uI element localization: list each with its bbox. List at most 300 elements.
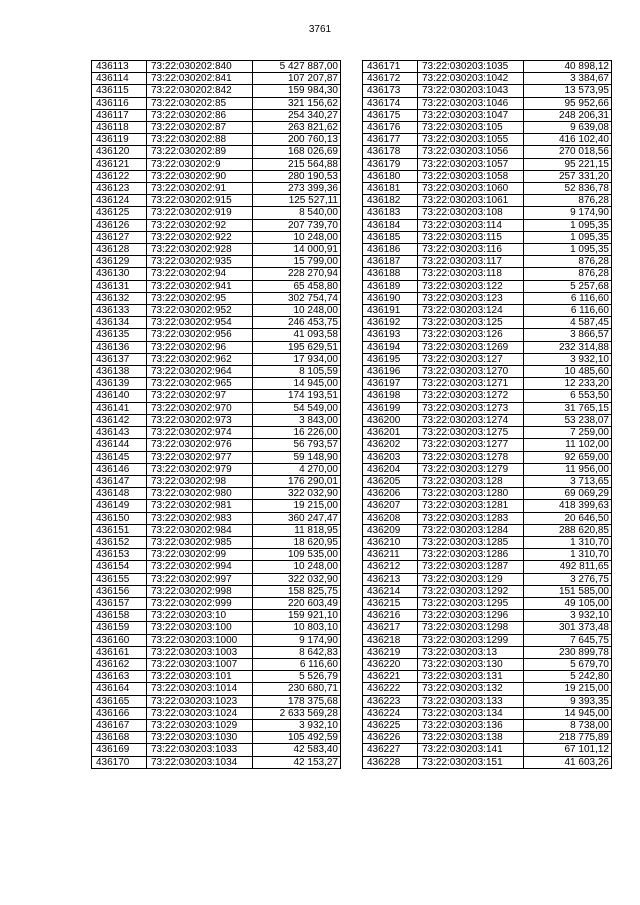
value-cell: 280 190,53 <box>253 170 341 182</box>
value-cell: 125 527,11 <box>253 195 341 207</box>
row-number-cell: 436203 <box>363 451 418 463</box>
table-row <box>92 646 341 658</box>
row-number-cell: 436186 <box>363 244 418 256</box>
table-row <box>363 305 612 317</box>
table-row <box>92 146 341 158</box>
row-number-cell: 436156 <box>92 585 147 597</box>
table-row <box>363 183 612 195</box>
cadastral-number-cell: 73:22:030203:1024 <box>147 707 253 719</box>
value-cell: 40 898,12 <box>524 61 612 73</box>
cadastral-number-cell: 73:22:030203:118 <box>418 268 524 280</box>
row-number-cell: 436181 <box>363 183 418 195</box>
row-number-cell: 436142 <box>92 414 147 426</box>
cadastral-number-cell: 73:22:030202:983 <box>147 512 253 524</box>
cadastral-number-cell: 73:22:030202:979 <box>147 463 253 475</box>
cadastral-number-cell: 73:22:030202:984 <box>147 524 253 536</box>
row-number-cell: 436175 <box>363 109 418 121</box>
cadastral-number-cell: 73:22:030202:956 <box>147 329 253 341</box>
row-number-cell: 436174 <box>363 97 418 109</box>
value-cell: 10 803,10 <box>253 622 341 634</box>
cadastral-number-cell: 73:22:030203:130 <box>418 658 524 670</box>
cadastral-number-cell: 73:22:030203:1292 <box>418 585 524 597</box>
cadastral-number-cell: 73:22:030203:1280 <box>418 488 524 500</box>
value-cell: 5 427 887,00 <box>253 61 341 73</box>
row-number-cell: 436178 <box>363 146 418 158</box>
cadastral-number-cell: 73:22:030203:1007 <box>147 658 253 670</box>
row-number-cell: 436172 <box>363 73 418 85</box>
row-number-cell: 436184 <box>363 219 418 231</box>
row-number-cell: 436171 <box>363 61 418 73</box>
cadastral-number-cell: 73:22:030202:952 <box>147 305 253 317</box>
table-row <box>363 512 612 524</box>
cadastral-number-cell: 73:22:030202:962 <box>147 353 253 365</box>
row-number-cell: 436160 <box>92 634 147 646</box>
cadastral-number-cell: 73:22:030203:151 <box>418 756 524 768</box>
row-number-cell: 436218 <box>363 634 418 646</box>
value-cell: 9 393,35 <box>524 695 612 707</box>
cadastral-number-cell: 73:22:030202:935 <box>147 256 253 268</box>
cadastral-number-cell: 73:22:030202:99 <box>147 549 253 561</box>
cadastral-number-cell: 73:22:030202:965 <box>147 378 253 390</box>
row-number-cell: 436200 <box>363 414 418 426</box>
value-cell: 6 116,60 <box>524 292 612 304</box>
table-row <box>92 414 341 426</box>
row-number-cell: 436161 <box>92 646 147 658</box>
table-row <box>92 658 341 670</box>
value-cell: 95 221,15 <box>524 158 612 170</box>
row-number-cell: 436216 <box>363 610 418 622</box>
table-row <box>92 341 341 353</box>
value-cell: 230 680,71 <box>253 683 341 695</box>
value-cell: 13 573,95 <box>524 85 612 97</box>
value-cell: 9 174,90 <box>524 207 612 219</box>
cadastral-number-cell: 73:22:030203:1055 <box>418 134 524 146</box>
cadastral-number-cell: 73:22:030203:129 <box>418 573 524 585</box>
table-row <box>363 146 612 158</box>
table-row <box>363 292 612 304</box>
row-number-cell: 436173 <box>363 85 418 97</box>
table-row <box>363 390 612 402</box>
cadastral-number-cell: 73:22:030203:1060 <box>418 183 524 195</box>
cadastral-number-cell: 73:22:030203:133 <box>418 695 524 707</box>
cadastral-number-cell: 73:22:030203:1034 <box>147 756 253 768</box>
row-number-cell: 436135 <box>92 329 147 341</box>
value-cell: 10 485,60 <box>524 366 612 378</box>
value-cell: 49 105,00 <box>524 597 612 609</box>
table-row <box>92 244 341 256</box>
cadastral-number-cell: 73:22:030203:1279 <box>418 463 524 475</box>
value-cell: 230 899,78 <box>524 646 612 658</box>
value-cell: 254 340,27 <box>253 109 341 121</box>
cadastral-number-cell: 73:22:030203:1273 <box>418 402 524 414</box>
value-cell: 322 032,90 <box>253 488 341 500</box>
table-row <box>363 207 612 219</box>
value-cell: 4 587,45 <box>524 317 612 329</box>
row-number-cell: 436185 <box>363 231 418 243</box>
value-cell: 107 207,87 <box>253 73 341 85</box>
value-cell: 1 310,70 <box>524 549 612 561</box>
value-cell: 11 102,00 <box>524 439 612 451</box>
value-cell: 159 921,10 <box>253 610 341 622</box>
table-row <box>363 170 612 182</box>
row-number-cell: 436215 <box>363 597 418 609</box>
value-cell: 95 952,66 <box>524 97 612 109</box>
cadastral-number-cell: 73:22:030202:87 <box>147 122 253 134</box>
row-number-cell: 436159 <box>92 622 147 634</box>
row-number-cell: 436163 <box>92 671 147 683</box>
row-number-cell: 436147 <box>92 475 147 487</box>
table-row <box>363 549 612 561</box>
value-cell: 19 215,00 <box>253 500 341 512</box>
cadastral-number-cell: 73:22:030202:976 <box>147 439 253 451</box>
table-row <box>92 292 341 304</box>
table-row <box>92 317 341 329</box>
table-row <box>363 463 612 475</box>
row-number-cell: 436189 <box>363 280 418 292</box>
row-number-cell: 436191 <box>363 305 418 317</box>
value-cell: 9 639,08 <box>524 122 612 134</box>
row-number-cell: 436213 <box>363 573 418 585</box>
cadastral-number-cell: 73:22:030202:919 <box>147 207 253 219</box>
cadastral-number-cell: 73:22:030203:1281 <box>418 500 524 512</box>
table-row <box>92 719 341 731</box>
row-number-cell: 436190 <box>363 292 418 304</box>
cadastral-number-cell: 73:22:030202:90 <box>147 170 253 182</box>
cadastral-number-cell: 73:22:030203:124 <box>418 305 524 317</box>
row-number-cell: 436155 <box>92 573 147 585</box>
cadastral-number-cell: 73:22:030203:126 <box>418 329 524 341</box>
value-cell: 3 384,67 <box>524 73 612 85</box>
table-row <box>363 427 612 439</box>
table-row <box>92 610 341 622</box>
cadastral-number-cell: 73:22:030203:116 <box>418 244 524 256</box>
row-number-cell: 436196 <box>363 366 418 378</box>
row-number-cell: 436134 <box>92 317 147 329</box>
row-number-cell: 436123 <box>92 183 147 195</box>
table-row <box>92 85 341 97</box>
row-number-cell: 436140 <box>92 390 147 402</box>
cadastral-number-cell: 73:22:030202:977 <box>147 451 253 463</box>
cadastral-number-cell: 73:22:030203:1274 <box>418 414 524 426</box>
row-number-cell: 436177 <box>363 134 418 146</box>
table-row <box>92 158 341 170</box>
table-row <box>363 353 612 365</box>
table-row <box>92 585 341 597</box>
table-row <box>363 341 612 353</box>
row-number-cell: 436182 <box>363 195 418 207</box>
row-number-cell: 436113 <box>92 61 147 73</box>
value-cell: 105 492,59 <box>253 732 341 744</box>
cadastral-number-cell: 73:22:030203:117 <box>418 256 524 268</box>
value-cell: 10 248,00 <box>253 231 341 243</box>
value-cell: 1 095,35 <box>524 244 612 256</box>
cadastral-number-cell: 73:22:030203:1014 <box>147 683 253 695</box>
row-number-cell: 436210 <box>363 536 418 548</box>
row-number-cell: 436166 <box>92 707 147 719</box>
cadastral-number-cell: 73:22:030202:970 <box>147 402 253 414</box>
row-number-cell: 436136 <box>92 341 147 353</box>
cadastral-number-cell: 73:22:030203:122 <box>418 280 524 292</box>
cadastral-number-cell: 73:22:030202:964 <box>147 366 253 378</box>
row-number-cell: 436188 <box>363 268 418 280</box>
value-cell: 168 026,69 <box>253 146 341 158</box>
table-row <box>92 195 341 207</box>
row-number-cell: 436209 <box>363 524 418 536</box>
value-cell: 8 105,59 <box>253 366 341 378</box>
table-row <box>363 73 612 85</box>
value-cell: 218 775,89 <box>524 732 612 744</box>
cadastral-number-cell: 73:22:030203:1033 <box>147 744 253 756</box>
cadastral-number-cell: 73:22:030203:132 <box>418 683 524 695</box>
value-cell: 56 793,57 <box>253 439 341 451</box>
value-cell: 8 540,00 <box>253 207 341 219</box>
cadastral-number-cell: 73:22:030203:1295 <box>418 597 524 609</box>
value-cell: 215 564,88 <box>253 158 341 170</box>
row-number-cell: 436153 <box>92 549 147 561</box>
table-row <box>363 451 612 463</box>
row-number-cell: 436132 <box>92 292 147 304</box>
cadastral-number-cell: 73:22:030203:1003 <box>147 646 253 658</box>
row-number-cell: 436121 <box>92 158 147 170</box>
table-row <box>92 524 341 536</box>
cadastral-number-cell: 73:22:030203:1042 <box>418 73 524 85</box>
table-row <box>363 622 612 634</box>
value-cell: 12 233,20 <box>524 378 612 390</box>
value-cell: 158 825,75 <box>253 585 341 597</box>
cadastral-number-cell: 73:22:030202:973 <box>147 414 253 426</box>
table-row <box>92 463 341 475</box>
table-row <box>363 280 612 292</box>
cadastral-number-cell: 73:22:030203:141 <box>418 744 524 756</box>
row-number-cell: 436205 <box>363 475 418 487</box>
table-row <box>92 622 341 634</box>
cadastral-number-cell: 73:22:030203:13 <box>418 646 524 658</box>
cadastral-number-cell: 73:22:030202:841 <box>147 73 253 85</box>
row-number-cell: 436118 <box>92 122 147 134</box>
cadastral-number-cell: 73:22:030202:842 <box>147 85 253 97</box>
row-number-cell: 436143 <box>92 427 147 439</box>
value-cell: 42 153,27 <box>253 756 341 768</box>
row-number-cell: 436125 <box>92 207 147 219</box>
row-number-cell: 436169 <box>92 744 147 756</box>
row-number-cell: 436128 <box>92 244 147 256</box>
table-row <box>92 756 341 768</box>
value-cell: 52 836,78 <box>524 183 612 195</box>
table-row <box>363 61 612 73</box>
row-number-cell: 436199 <box>363 402 418 414</box>
row-number-cell: 436224 <box>363 707 418 719</box>
table-row <box>92 134 341 146</box>
row-number-cell: 436223 <box>363 695 418 707</box>
value-cell: 10 248,00 <box>253 305 341 317</box>
cadastral-number-cell: 73:22:030203:10 <box>147 610 253 622</box>
table-row <box>92 183 341 195</box>
value-cell: 876,28 <box>524 195 612 207</box>
cadastral-number-cell: 73:22:030202:97 <box>147 390 253 402</box>
table-row <box>92 122 341 134</box>
cadastral-number-cell: 73:22:030203:1275 <box>418 427 524 439</box>
table-row <box>363 122 612 134</box>
cadastral-number-cell: 73:22:030202:994 <box>147 561 253 573</box>
row-number-cell: 436115 <box>92 85 147 97</box>
value-cell: 54 549,00 <box>253 402 341 414</box>
value-cell: 876,28 <box>524 256 612 268</box>
row-number-cell: 436187 <box>363 256 418 268</box>
cadastral-number-cell: 73:22:030202:915 <box>147 195 253 207</box>
cadastral-number-cell: 73:22:030203:1000 <box>147 634 253 646</box>
table-row <box>363 317 612 329</box>
value-cell: 176 290,01 <box>253 475 341 487</box>
cadastral-number-cell: 73:22:030203:1029 <box>147 719 253 731</box>
value-cell: 178 375,68 <box>253 695 341 707</box>
cadastral-number-cell: 73:22:030203:105 <box>418 122 524 134</box>
table-row <box>363 402 612 414</box>
cadastral-number-cell: 73:22:030202:954 <box>147 317 253 329</box>
value-cell: 8 642,83 <box>253 646 341 658</box>
value-cell: 42 583,40 <box>253 744 341 756</box>
table-row <box>92 390 341 402</box>
value-cell: 3 932,10 <box>524 353 612 365</box>
row-number-cell: 436201 <box>363 427 418 439</box>
cadastral-number-cell: 73:22:030202:9 <box>147 158 253 170</box>
cadastral-number-cell: 73:22:030203:1030 <box>147 732 253 744</box>
cadastral-number-cell: 73:22:030202:974 <box>147 427 253 439</box>
row-number-cell: 436208 <box>363 512 418 524</box>
value-cell: 151 585,00 <box>524 585 612 597</box>
value-cell: 174 193,51 <box>253 390 341 402</box>
cadastral-number-cell: 73:22:030202:92 <box>147 219 253 231</box>
table-row <box>92 451 341 463</box>
cadastral-number-cell: 73:22:030202:85 <box>147 97 253 109</box>
row-number-cell: 436222 <box>363 683 418 695</box>
table-row <box>92 512 341 524</box>
value-cell: 16 226,00 <box>253 427 341 439</box>
value-cell: 5 679,70 <box>524 658 612 670</box>
value-cell: 14 945,00 <box>524 707 612 719</box>
row-number-cell: 436220 <box>363 658 418 670</box>
cadastral-number-cell: 73:22:030203:131 <box>418 671 524 683</box>
row-number-cell: 436148 <box>92 488 147 500</box>
table-row <box>92 329 341 341</box>
value-cell: 9 174,90 <box>253 634 341 646</box>
table-row <box>92 109 341 121</box>
cadastral-number-cell: 73:22:030203:138 <box>418 732 524 744</box>
cadastral-number-cell: 73:22:030202:98 <box>147 475 253 487</box>
row-number-cell: 436204 <box>363 463 418 475</box>
cadastral-number-cell: 73:22:030203:101 <box>147 671 253 683</box>
table-row <box>92 744 341 756</box>
value-cell: 6 116,60 <box>253 658 341 670</box>
row-number-cell: 436221 <box>363 671 418 683</box>
page-number: 3761 <box>308 24 332 35</box>
row-number-cell: 436141 <box>92 402 147 414</box>
table-row <box>363 231 612 243</box>
table-row <box>363 158 612 170</box>
row-number-cell: 436219 <box>363 646 418 658</box>
value-cell: 11 956,00 <box>524 463 612 475</box>
cadastral-number-cell: 73:22:030203:1298 <box>418 622 524 634</box>
value-cell: 322 032,90 <box>253 573 341 585</box>
table-row <box>92 536 341 548</box>
table-row <box>92 707 341 719</box>
table-row <box>92 268 341 280</box>
table-row <box>363 256 612 268</box>
value-cell: 20 646,50 <box>524 512 612 524</box>
value-cell: 228 270,94 <box>253 268 341 280</box>
table-row <box>363 195 612 207</box>
cadastral-number-cell: 73:22:030202:91 <box>147 183 253 195</box>
table-row <box>92 170 341 182</box>
value-cell: 7 645,75 <box>524 634 612 646</box>
table-row <box>363 500 612 512</box>
cadastral-number-cell: 73:22:030202:94 <box>147 268 253 280</box>
value-cell: 3 276,75 <box>524 573 612 585</box>
cadastral-number-cell: 73:22:030202:840 <box>147 61 253 73</box>
row-number-cell: 436195 <box>363 353 418 365</box>
table-row <box>92 671 341 683</box>
cadastral-number-cell: 73:22:030203:1272 <box>418 390 524 402</box>
value-cell: 31 765,15 <box>524 402 612 414</box>
value-cell: 7 259,00 <box>524 427 612 439</box>
cadastral-number-cell: 73:22:030202:998 <box>147 585 253 597</box>
row-number-cell: 436157 <box>92 597 147 609</box>
cadastral-number-cell: 73:22:030203:127 <box>418 353 524 365</box>
value-cell: 492 811,65 <box>524 561 612 573</box>
row-number-cell: 436162 <box>92 658 147 670</box>
table-row <box>92 427 341 439</box>
value-cell: 59 148,90 <box>253 451 341 463</box>
row-number-cell: 436144 <box>92 439 147 451</box>
row-number-cell: 436137 <box>92 353 147 365</box>
table-row <box>363 134 612 146</box>
value-cell: 11 818,95 <box>253 524 341 536</box>
value-cell: 301 373,48 <box>524 622 612 634</box>
row-number-cell: 436192 <box>363 317 418 329</box>
value-cell: 270 018,56 <box>524 146 612 158</box>
row-number-cell: 436228 <box>363 756 418 768</box>
table-row <box>363 634 612 646</box>
value-cell: 159 984,30 <box>253 85 341 97</box>
cadastral-number-cell: 73:22:030202:980 <box>147 488 253 500</box>
table-row <box>363 683 612 695</box>
row-number-cell: 436193 <box>363 329 418 341</box>
table-row <box>92 597 341 609</box>
row-number-cell: 436179 <box>363 158 418 170</box>
row-number-cell: 436122 <box>92 170 147 182</box>
table-row <box>363 646 612 658</box>
value-cell: 3 932,10 <box>524 610 612 622</box>
value-cell: 17 934,00 <box>253 353 341 365</box>
cadastral-number-cell: 73:22:030203:1047 <box>418 109 524 121</box>
value-cell: 302 754,74 <box>253 292 341 304</box>
table-row <box>363 610 612 622</box>
table-row <box>363 475 612 487</box>
table-row <box>92 402 341 414</box>
registry-table-left <box>91 60 341 769</box>
row-number-cell: 436194 <box>363 341 418 353</box>
row-number-cell: 436217 <box>363 622 418 634</box>
row-number-cell: 436226 <box>363 732 418 744</box>
cadastral-number-cell: 73:22:030203:114 <box>418 219 524 231</box>
registry-table-right <box>362 60 612 769</box>
table-row <box>363 573 612 585</box>
value-cell: 360 247,47 <box>253 512 341 524</box>
table-row <box>92 475 341 487</box>
cadastral-number-cell: 73:22:030202:922 <box>147 231 253 243</box>
cadastral-number-cell: 73:22:030202:89 <box>147 146 253 158</box>
row-number-cell: 436133 <box>92 305 147 317</box>
cadastral-number-cell: 73:22:030203:115 <box>418 231 524 243</box>
